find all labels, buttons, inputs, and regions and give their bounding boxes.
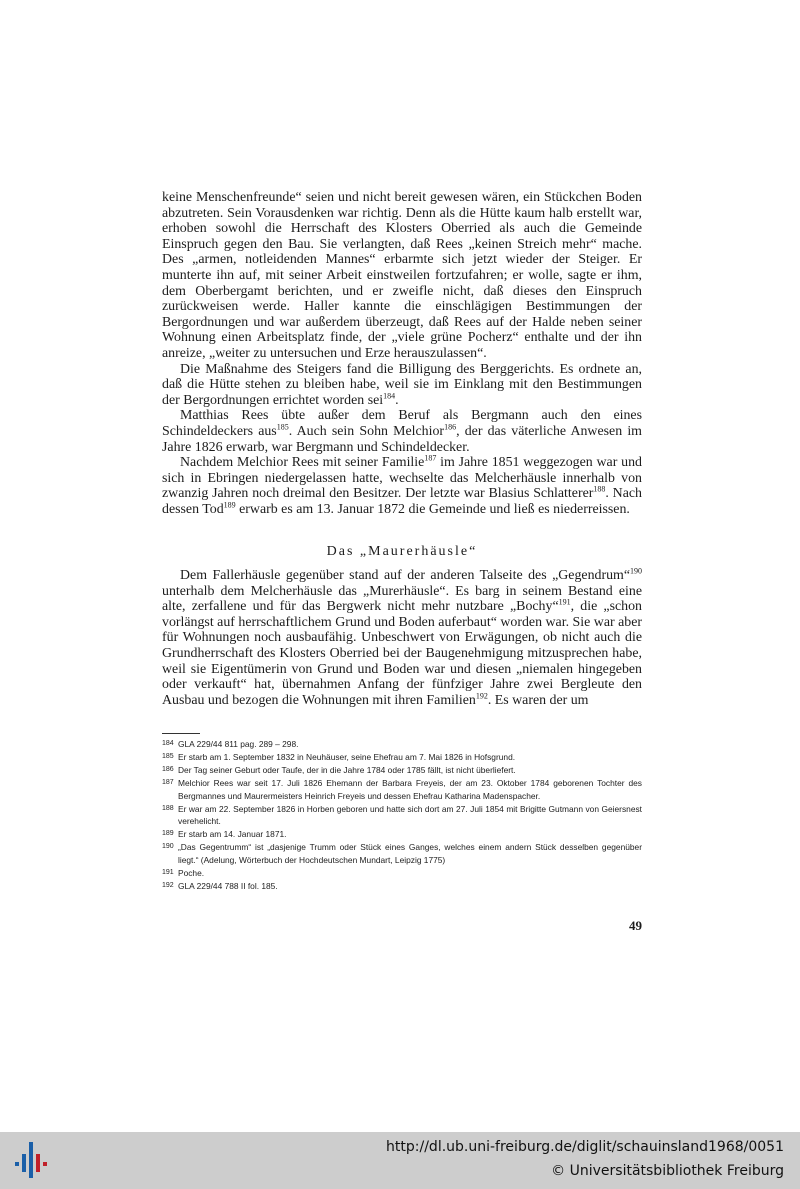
footnote-text: Melchior Rees war seit 17. Juli 1826 Ehemann der Barbara Freyeis, der am 23. Oktober 1784 geborenen Tochter des Bergmannes und Maurermeisters Heinrich Freyeis und dessen Ehefrau Katharina Madenspacher. [178, 777, 642, 801]
paragraph-text: . Auch sein Sohn Melchior [288, 423, 445, 439]
footnote [162, 880, 642, 893]
footnote-number: 188 [162, 804, 174, 812]
footnote [162, 764, 642, 777]
footnote-text: Poche. [178, 868, 205, 879]
page-number: 49 [629, 918, 642, 933]
viewer-footer [0, 1132, 800, 1189]
footnote-text: GLA 229/44 811 pag. 289 – 298. [178, 739, 299, 749]
paragraph [162, 408, 642, 455]
footnote [162, 803, 642, 829]
footnote [162, 867, 642, 880]
paragraph-text: . Es waren der um [487, 692, 589, 708]
paragraph-text: unterhalb dem Melcherhäusle das „Murerhäusle“. Es barg in seinem Bestand eine alte, zerfallene und für das Bergwerk nicht mehr nutzbare „Bochy“ [162, 583, 642, 615]
footnote [162, 738, 642, 751]
footnote-ref: 186 [444, 422, 457, 432]
footnote-text: Er starb am 1. September 1832 in Neuhäuser, seine Ehefrau am 7. Mai 1826 in Hofsgrund. [178, 751, 516, 762]
footnote [162, 841, 642, 867]
ub-freiburg-logo-icon[interactable] [12, 1140, 52, 1180]
footnote [162, 751, 642, 764]
footnote-ref: 187 [424, 453, 437, 463]
paragraph-text: Matthias Rees übte außer dem Beruf als Bergmann auch den eines Schindeldeckers aus [162, 408, 642, 439]
footnote-ref: 185 [276, 422, 289, 432]
footnote-text: GLA 229/44 788 II fol. 185. [178, 880, 278, 891]
footnote-text: „Das Gegentrumm“ ist „dasjenige Trumm oder Stück eines Ganges, welches einem andern Stück desselben gegenüber liegt.“ (Adelung, Wörterbuch der Hochdeutschen Mundart, Leipzig 1775) [178, 842, 642, 866]
paragraph-text: , die „schon vorlängst auf herrschaftlichem Grund und Boden auferbaut“ worden war. Sie war aber für Wohnungen noch ausbaufähig. Unbeschwert von Erwägungen, ob nicht auch die Grundherrschaft des Klosters Oberried bei der Baugenehmigung mitzusprechen habe, weil sie Eigentümerin von Grund und Boden war und diesen „niemalen hingegeben oder verkauft“ hat, übernahmen Anfang der fünfziger Jahre zwei Bergleute den Ausbau und bezogen die Wohnungen mit ihren Familien [162, 599, 642, 708]
footnote [162, 777, 642, 803]
footnote-number: 187 [162, 778, 174, 786]
footnote-number: 192 [162, 881, 174, 889]
copyright-notice: © Universitätsbibliothek Freiburg [551, 1163, 784, 1179]
paragraph-text: . [395, 392, 399, 408]
paragraph [162, 362, 642, 409]
footnote-number: 190 [162, 843, 174, 851]
footnote-text: Er war am 22. September 1826 in Horben geboren und hatte sich dort am 27. Juli 1854 mit Brigitte Gutmann von Geiersnest verehelicht. [178, 803, 642, 827]
paragraph-text: , der das väterliche Anwesen im Jahre 1826 erwarb, war Bergmann und Schindeldecker. [162, 423, 642, 455]
footnote-text: Er starb am 14. Januar 1871. [178, 829, 287, 840]
footnote-divider [162, 733, 200, 734]
paragraph-text: erwarb es am 13. Januar 1872 die Gemeinde und ließ es niederreissen. [235, 501, 630, 517]
footnote [162, 828, 642, 841]
footnote-ref: 188 [593, 484, 606, 494]
paragraph-text: Die Maßnahme des Steigers fand die Billigung des Berggerichts. Es ordnete an, daß die Hütte stehen zu bleiben habe, weil sie im Einklang mit den Bestimmungen der Bergordnungen errichtet worden sei [162, 361, 642, 408]
footnote-ref: 184 [383, 391, 396, 401]
footnote-text: Der Tag seiner Geburt oder Taufe, der in die Jahre 1784 oder 1785 fällt, ist nicht überliefert. [178, 764, 516, 775]
body-text-section [162, 568, 642, 708]
footnote-number: 186 [162, 765, 174, 773]
body-text-top [162, 190, 642, 517]
paragraph [162, 568, 642, 708]
footnote-number: 191 [162, 869, 174, 877]
paragraph-text: Dem Fallerhäusle gegenüber stand auf der anderen Talseite des „Gegendrum“ [180, 568, 630, 583]
footnote-ref: 189 [223, 500, 236, 510]
paragraph [162, 190, 642, 362]
footnotes [162, 738, 642, 893]
footnote-ref: 190 [630, 566, 642, 576]
footnote-ref: 192 [475, 691, 488, 701]
section-heading: Das „Maurerhäusle“ [326, 544, 478, 559]
footnote-ref: 191 [558, 597, 571, 607]
permalink-url[interactable]: http://dl.ub.uni-freiburg.de/diglit/schauinsland1968/0051 [386, 1139, 784, 1155]
footnote-number: 185 [162, 752, 174, 760]
paragraph-text: . Nach dessen Tod [162, 486, 642, 517]
paragraph [162, 455, 642, 517]
paragraph-text: keine Menschenfreunde“ seien und nicht bereit gewesen wären, ein Stückchen Boden abzutreten. Sein Vorausdenken war richtig. Denn als die Hütte kaum halb erstellt war, erhoben sowohl die Herrschaft des Klosters Oberried als auch die Gemeinde Einspruch gegen den Bau. Sie verlangten, daß Rees „keinen Streich mehr“ mache. Des „armen, notleidenden Mannes“ erbarmte sich jetzt wieder der Steiger. Er munterte ihn auf, mit seiner Arbeit einstweilen fortzufahren; er wolle, sagte er ihm, dem Oberbergamt berichten, und er zweifle nicht, daß dieses den Einspruch zurückweisen werde. Haller kannte die einschlägigen Bestimmungen der Bergordnungen und war außerdem überzeugt, daß Rees auf der Halde neben seiner Wohnung einen Arbeitsplatz finde, der „viele grüne Pocherz“ enthalte und der ihn anreize, „weiter zu untersuchen und Erze herauszulassen“. [162, 190, 642, 361]
footnote-number: 189 [162, 830, 174, 838]
paragraph-text: Nachdem Melchior Rees mit seiner Familie [180, 455, 425, 471]
footnote-number: 184 [162, 740, 174, 747]
paragraph-text: im Jahre 1851 weggezogen war und sich in Ebringen niedergelassen hatte, wechselte das Melcherhäusle innerhalb von zwanzig Jahren noch dreimal den Besitzer. Der letzte war Blasius Schlatterer [162, 455, 642, 502]
